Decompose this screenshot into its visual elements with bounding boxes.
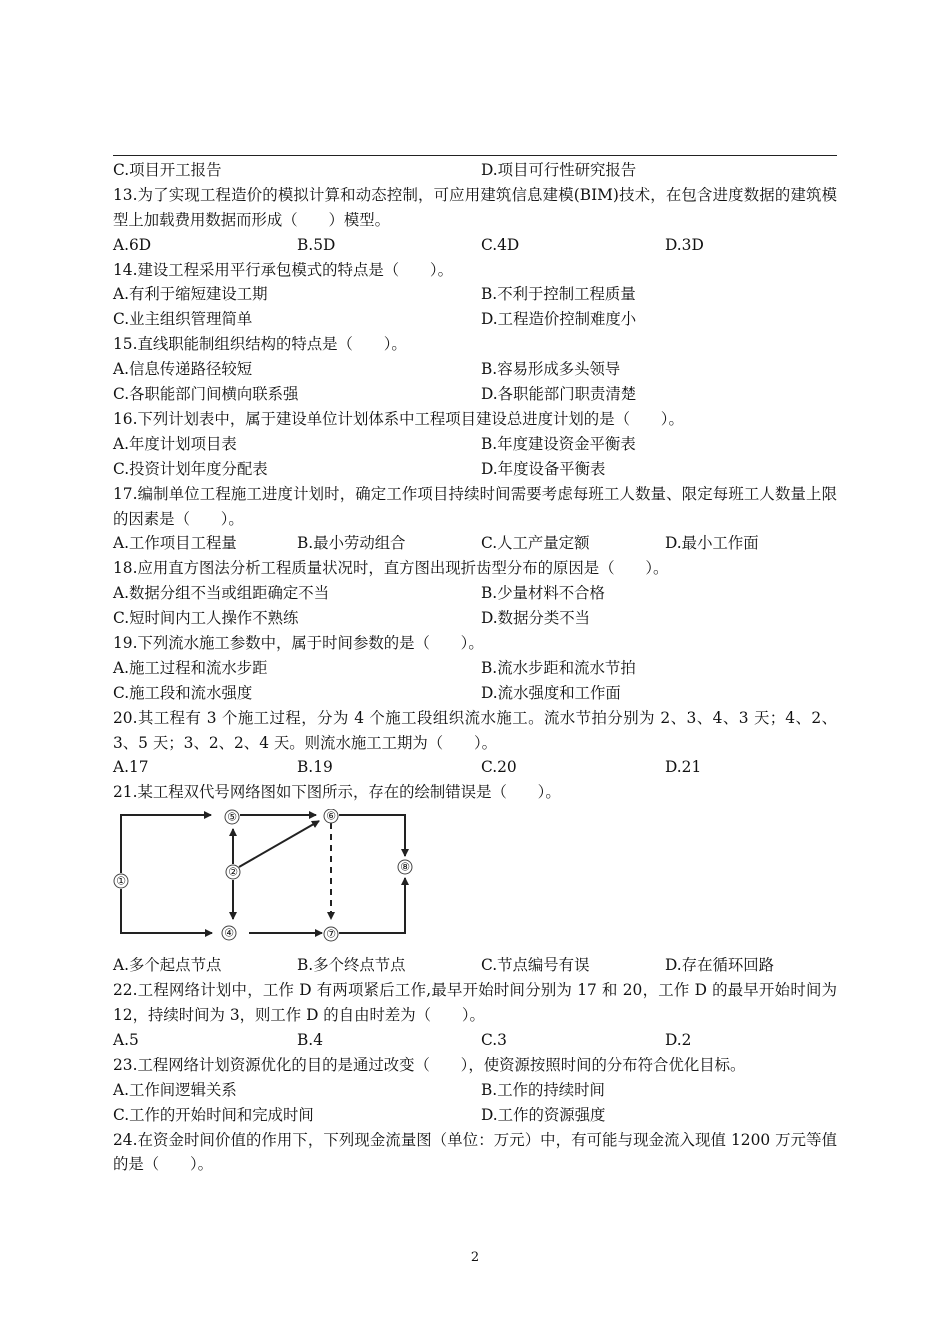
q19-option-a: A.施工过程和流水步距: [113, 658, 268, 677]
q19-options-ab: [113, 656, 837, 681]
q23-options-ab: [113, 1078, 837, 1103]
node-2: ②: [228, 865, 238, 879]
q18-option-c: C.短时间内工人操作不熟练: [113, 609, 299, 628]
q14-option-c: C.业主组织管理简单: [113, 310, 253, 329]
q19-option-d: D.流水强度和工作面: [481, 683, 621, 702]
network-diagram: [113, 809, 837, 951]
q14-stem: 14.建设工程采用平行承包模式的特点是（ ）。: [113, 260, 453, 279]
q20-option-d: D.21: [665, 758, 702, 777]
q21-option-a: A.多个起点节点: [113, 956, 222, 975]
q15-option-b: B.容易形成多头领导: [481, 360, 621, 379]
q17-option-d: D.最小工作面: [665, 534, 759, 553]
q20-stem: 20.其工程有 3 个施工过程，分为 4 个施工段组织流水施工。流水节拍分别为 2、3、4、3 天；4、2、3、5 天；3、2、2、4 天。则流水施工工期为（ ）。: [113, 708, 837, 752]
q17-option-a: A.工作项目工程量: [113, 534, 237, 553]
q15-option-c: C.各职能部门间横向联系强: [113, 385, 299, 404]
arrow-2-6: [239, 821, 319, 867]
exam-page-content: [113, 158, 837, 1177]
q15-options-cd: [113, 382, 837, 407]
q21-option-b: B.多个终点节点: [297, 956, 406, 975]
q23-options-cd: [113, 1103, 837, 1128]
q16-option-c: C.投资计划年度分配表: [113, 459, 268, 478]
q16-option-b: B.年度建设资金平衡表: [481, 434, 636, 453]
q17-options: [113, 531, 837, 556]
q19-stem: 19.下列流水施工参数中，属于时间参数的是（ ）。: [113, 633, 484, 652]
q12-options-cd: [113, 158, 837, 183]
q13-option-a: A.6D: [113, 235, 152, 254]
q16-option-a: A.年度计划项目表: [113, 434, 237, 453]
arrow-1-5: [121, 815, 211, 873]
q22-options: [113, 1028, 837, 1053]
network-diagram-svg: [113, 809, 423, 951]
node-8: ⑧: [400, 860, 410, 874]
q14-options-cd: [113, 307, 837, 332]
q19-options-cd: [113, 681, 837, 706]
q21-stem: 21.某工程双代号网络图如下图所示，存在的绘制错误是（ ）。: [113, 783, 561, 802]
q24-stem: 24.在资金时间价值的作用下，下列现金流量图（单位：万元）中，有可能与现金流入现值 1200 万元等值的是（ ）。: [113, 1130, 837, 1174]
q19-option-c: C.施工段和流水强度: [113, 683, 253, 702]
q14-option-d: D.工程造价控制难度小: [481, 310, 637, 329]
q13-option-c: C.4D: [481, 235, 520, 254]
q18-option-d: D.数据分类不当: [481, 609, 591, 628]
q14-option-b: B.不利于控制工程质量: [481, 285, 636, 304]
q23-stem: 23.工程网络计划资源优化的目的是通过改变（ ），使资源按照时间的分布符合优化目标。: [113, 1055, 746, 1074]
q22-stem: 22.工程网络计划中，工作 D 有两项紧后工作,最早开始时间分别为 17 和 20，工作 D 的最早开始时间为 12，持续时间为 3，则工作 D 的自由时差为（ ）。: [113, 981, 837, 1025]
q16-option-d: D.年度设备平衡表: [481, 459, 606, 478]
page-number: 2: [470, 1250, 480, 1265]
q13-option-b: B.5D: [297, 235, 336, 254]
q17-option-b: B.最小劳动组合: [297, 534, 406, 553]
q15-options-ab: [113, 357, 837, 382]
q18-stem: 18.应用直方图法分析工程质量状况时，直方图出现折齿型分布的原因是（ ）。: [113, 559, 669, 578]
arrow-7-8: [339, 878, 405, 933]
q16-options-ab: [113, 432, 837, 457]
node-4: ④: [224, 926, 234, 940]
arrow-1-4: [121, 889, 212, 933]
q18-options-ab: [113, 581, 837, 606]
q22-option-c: C.3: [481, 1030, 507, 1049]
node-6: ⑥: [326, 809, 336, 823]
q19-option-b: B.流水步距和流水节拍: [481, 658, 636, 677]
q15-stem: 15.直线职能制组织结构的特点是（ ）。: [113, 335, 407, 354]
q20-option-b: B.19: [297, 758, 333, 777]
top-rule: [113, 155, 837, 156]
node-7: ⑦: [326, 927, 336, 941]
q22-option-b: B.4: [297, 1030, 323, 1049]
q18-option-b: B.少量材料不合格: [481, 584, 605, 603]
q13-stem: 13.为了实现工程造价的模拟计算和动态控制，可应用建筑信息建模(BIM)技术，在包含进度数据的建筑模型上加载费用数据而形成（ ）模型。: [113, 185, 837, 229]
q12-option-d: D.项目可行性研究报告: [481, 161, 637, 179]
q12-option-c: C.项目开工报告: [113, 161, 222, 179]
q13-option-d: D.3D: [665, 235, 704, 254]
q15-option-d: D.各职能部门职责清楚: [481, 385, 637, 404]
q14-options-ab: [113, 282, 837, 307]
q18-option-a: A.数据分组不当或组距确定不当: [113, 584, 330, 603]
q14-option-a: A.有利于缩短建设工期: [113, 285, 268, 304]
q15-option-a: A.信息传递路径较短: [113, 360, 253, 379]
q23-option-a: A.工作间逻辑关系: [113, 1080, 237, 1099]
q13-options: [113, 233, 837, 258]
q20-option-c: C.20: [481, 758, 517, 777]
q20-option-a: A.17: [113, 758, 149, 777]
node-1: ①: [116, 874, 126, 888]
q18-options-cd: [113, 606, 837, 631]
q23-option-c: C.工作的开始时间和完成时间: [113, 1105, 314, 1124]
q20-options: [113, 755, 837, 780]
arrow-6-8: [339, 815, 405, 856]
q22-option-d: D.2: [665, 1030, 692, 1049]
q17-option-c: C.人工产量定额: [481, 534, 590, 553]
q21-option-d: D.存在循环回路: [665, 956, 775, 975]
q21-option-c: C.节点编号有误: [481, 956, 590, 975]
q21-options: [113, 953, 837, 978]
q17-stem: 17.编制单位工程施工进度计划时，确定工作项目持续时间需要考虑每班工人数量、限定每班工人数量上限的因素是（ ）。: [113, 484, 837, 528]
q22-option-a: A.5: [113, 1030, 139, 1049]
q23-option-d: D.工作的资源强度: [481, 1105, 606, 1124]
q16-stem: 16.下列计划表中，属于建设单位计划体系中工程项目建设总进度计划的是（ ）。: [113, 409, 684, 428]
q23-option-b: B.工作的持续时间: [481, 1080, 605, 1099]
node-5: ⑤: [227, 810, 237, 824]
q16-options-cd: [113, 457, 837, 482]
